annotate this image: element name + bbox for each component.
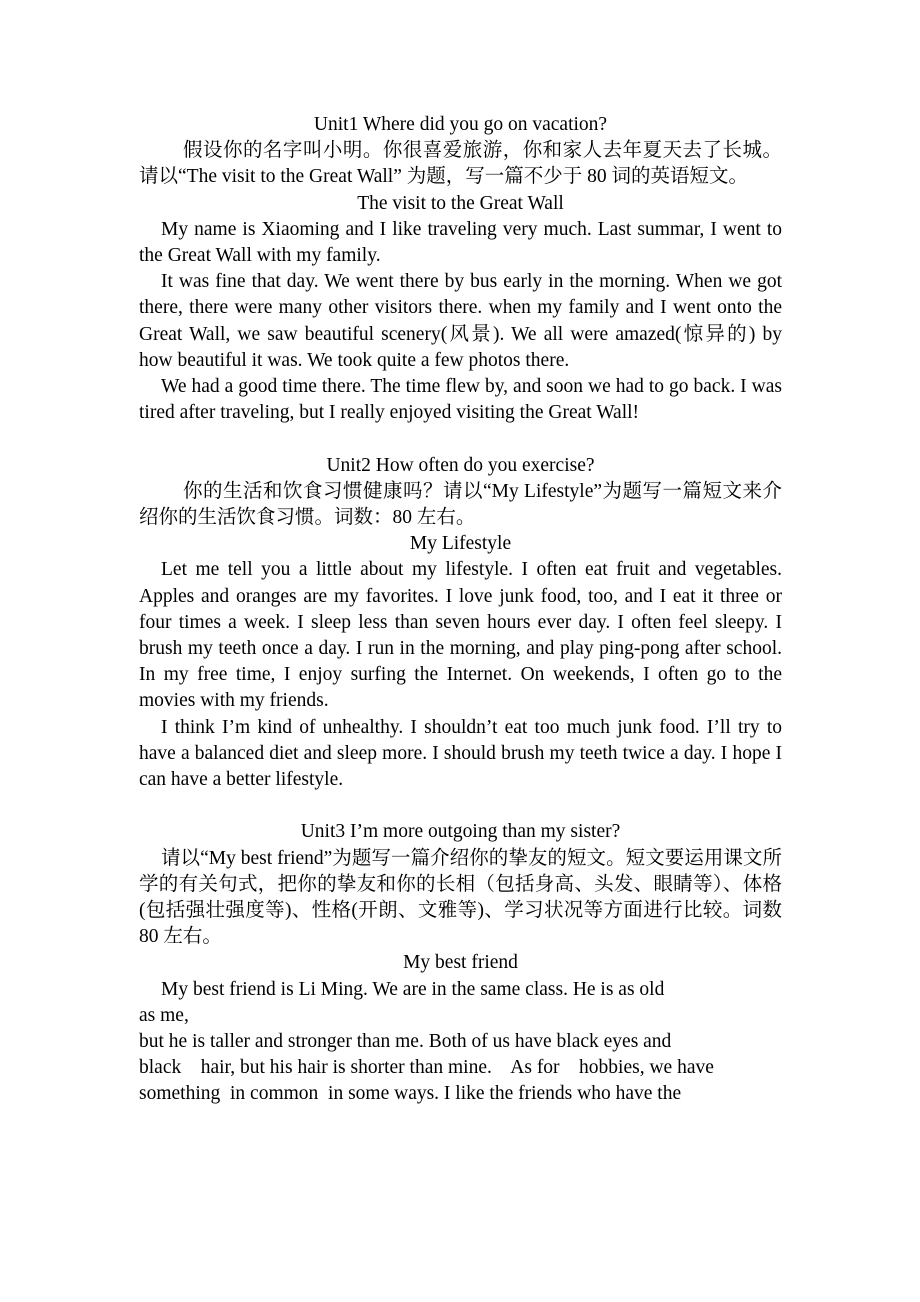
unit2-essay-title: My Lifestyle <box>409 533 512 555</box>
unit3-essay-line: black hair, but his hair is shorter than mine. As for hobbies, we have <box>139 1057 714 1079</box>
unit1-paragraph-3: We had a good time there. The time flew by, and soon we had to go back. I was tired after traveling, but I really enjoyed visiting the Great Wall! <box>139 376 782 424</box>
document-page <box>139 112 782 1108</box>
unit3-essay-title: My best friend <box>403 952 518 974</box>
unit2-prompt: 你的生活和饮食习惯健康吗？请以“My Lifestyle”为题写一篇短文来介绍你的生活饮食习惯。词数：80 左右。 <box>139 480 782 529</box>
unit1-heading: Unit1 Where did you go on vacation? <box>313 114 608 135</box>
unit3-essay-line: something in common in some ways. I like the friends who have the <box>139 1083 682 1105</box>
section-spacer <box>139 426 782 452</box>
unit2-paragraph-1: Let me tell you a little about my lifestyle. I often eat fruit and vegetables. Apples and oranges are my favorites. I love junk food, too, and I eat it three or four times a week. I sleep less than seven hours ever day. I often feel sleepy. I brush my teeth once a day. I run in the morning, and play ping-pong after school. In my free time, I enjoy surfing the Internet. On weekends, I often go to the movies with my friends. <box>139 559 782 712</box>
unit3-heading: Unit3 I’m more outgoing than my sister? <box>300 821 621 843</box>
unit3-section <box>139 819 782 1107</box>
unit3-essay-line: as me, <box>139 1004 189 1026</box>
unit3-essay-line: but he is taller and stronger than me. Both of us have black eyes and <box>139 1031 672 1053</box>
unit1-section <box>139 112 782 426</box>
unit1-paragraph-1: My name is Xiaoming and I like traveling very much. Last summar, I went to the Great Wall with my family. <box>139 218 782 267</box>
unit2-heading: Unit2 How often do you exercise? <box>326 454 595 476</box>
unit2-paragraph-2: I think I’m kind of unhealthy. I shouldn’t eat too much junk food. I’ll try to have a balanced diet and sleep more. I should brush my teeth twice a day. I hope I can have a better lifestyle. <box>139 716 782 791</box>
unit1-paragraph-2: It was fine that day. We went there by bus early in the morning. When we got there, there were many other visitors there. when my family and I went onto the Great Wall, we saw beautiful scenery(风景). We all were amazed(惊异的) by how beautiful it was. We took quite a few photos there. <box>139 271 782 371</box>
unit1-essay-title: The visit to the Great Wall <box>357 192 564 214</box>
unit3-essay-line: My best friend is Li Ming. We are in the same class. He is as old <box>161 978 665 1000</box>
unit3-prompt: 请以“My best friend”为题写一篇介绍你的挚友的短文。短文要运用课文所学的有关句式，把你的挚友和你的长相（包括身高、头发、眼睛等）、体格(包括强壮强度等)、性格(开朗、文雅等)、学习状况等方面进行比较。词数 80 左右。 <box>139 847 782 948</box>
unit2-section <box>139 453 782 794</box>
section-spacer <box>139 793 782 819</box>
unit1-prompt: 假设你的名字叫小明。你很喜爱旅游，你和家人去年夏天去了长城。请以“The visit to the Great Wall” 为题，写一篇不少于 80 词的英语短文。 <box>139 140 782 188</box>
